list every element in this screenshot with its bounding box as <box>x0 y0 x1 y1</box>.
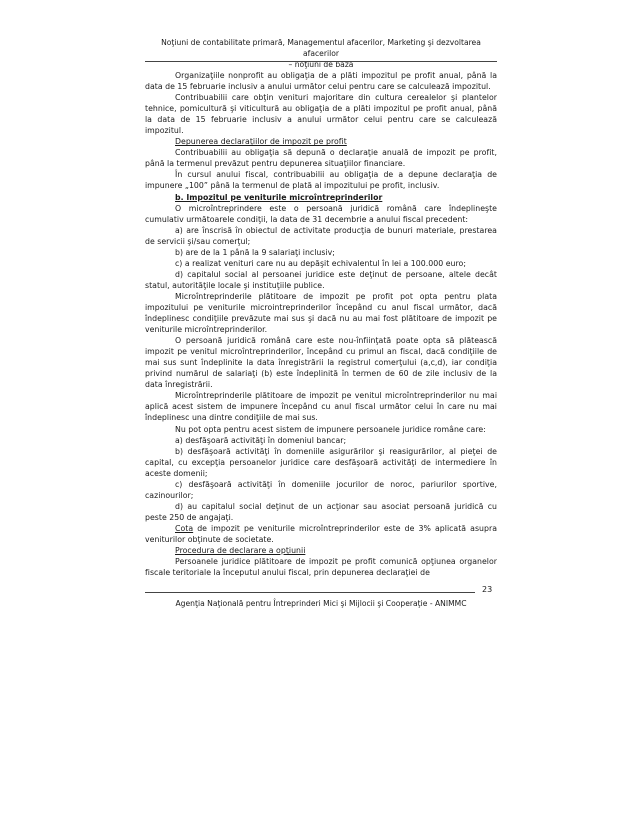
running-footer: Agenţia Naţională pentru Întreprinderi Mici şi Mijlocii şi Cooperaţie - ANIMMC <box>175 599 467 608</box>
paragraph: O persoană juridică română care este nou-înfiinţată poate opta să plătească impozit pe venitul microîntreprinderilor, începând cu primul an fiscal, dacă condiţiile de mai sus sunt îndeplinite la data înregistrării la registrul comerţului (a,c,d), iar condiţia privind numărul de salariaţi (b) este îndeplinită în termen de 60 de zile inclusiv de la data înregistrării. <box>145 336 497 390</box>
list-item: c) a realizat venituri care nu au depăşit echivalentul în lei a 100.000 euro; <box>175 258 466 268</box>
paragraph: Contribuabilii care obţin venituri majoritare din cultura cerealelor şi plantelor tehnice, pomicultură şi viticultură au obligaţia de a plăti impozitul pe profit anual, până la data de 15 februarie inclusiv a anului următor celui pentru care se calculează impozitul. <box>145 93 497 136</box>
paragraph: Organizaţiile nonprofit au obligaţia de a plăti impozitul pe profit anual, până la data de 15 februarie inclusiv a anului următor celui pentru care se calculează impozitul. <box>145 71 497 92</box>
list-item: a) desfăşoară activităţi în domeniul bancar; <box>175 435 347 445</box>
header-divider <box>145 61 497 62</box>
section-heading: Depunerea declaraţiilor de impozit pe profit <box>175 137 347 147</box>
list-item: b) desfăşoară activităţi în domeniile asigurărilor şi reasigurărilor, al pieţei de capital, cu excepţia persoanelor juridice care desfăşoară activităţi de intermediere în aceste domenii; <box>145 446 497 478</box>
page-number: 23 <box>482 585 493 594</box>
paragraph-text: de impozit pe veniturile microîntreprinderilor este de 3% aplicată asupra veniturilor obţinute de societate. <box>145 523 497 544</box>
list-item: a) are înscrisă în obiectul de activitate producţia de bunuri materiale, prestarea de servicii şi/sau comerţul; <box>145 225 497 246</box>
underlined-term: Cota <box>175 523 194 533</box>
running-header <box>145 37 497 70</box>
paragraph: Nu pot opta pentru acest sistem de impunere persoanele juridice române care: <box>175 424 486 434</box>
section-heading: Procedura de declarare a opţiunii <box>175 546 306 556</box>
list-item: d) au capitalul social deţinut de un acţionar sau asociat persoană juridică cu peste 250 de angajaţi. <box>145 501 497 522</box>
list-item: d) capitalul social al persoanei juridice este deţinut de persoane, altele decât statul, autorităţile locale şi instituţiile publice. <box>145 269 497 290</box>
paragraph: Persoanele juridice plătitoare de impozit pe profit comunică opţiunea organelor fiscale teritoriale la începutul anului fiscal, prin depunerea declaraţiei de <box>145 557 497 578</box>
list-item: c) desfăşoară activităţi în domeniile jocurilor de noroc, pariurilor sportive, cazinourilor; <box>145 479 497 500</box>
header-line-2: – noţiuni de bază <box>288 60 354 69</box>
paragraph <box>145 523 497 545</box>
section-heading: b. Impozitul pe veniturile microîntreprinderilor <box>175 192 383 202</box>
paragraph: Microîntreprinderile plătitoare de impozit pe profit pot opta pentru plata impozitului pe veniturile microintreprinderilor începând cu anul fiscal următor, dacă îndeplinesc condiţiile prevăzute mai sus şi dacă nu au mai fost plătitoare de impozit pe veniturile microîntreprinderilor. <box>145 291 497 335</box>
footer-divider <box>145 592 475 593</box>
paragraph: În cursul anului fiscal, contribuabilii au obligaţia de a depune declaraţia de impunere „100” până la termenul de plată al impozitului pe profit, inclusiv. <box>145 170 497 191</box>
header-line-1: Noţiuni de contabilitate primară, Managementul afacerilor, Marketing şi dezvoltarea afacerilor <box>161 38 481 58</box>
paragraph: Contribuabilii au obligaţia să depună o declaraţie anuală de impozit pe profit, până la termenul prevăzut pentru depunerea situaţiilor financiare. <box>145 148 497 169</box>
body-text <box>145 70 497 578</box>
paragraph: Microîntreprinderile plătitoare de impozit pe venitul microîntreprinderilor nu mai aplică acest sistem de impunere începând cu anul fiscal următor celui în care nu mai îndeplinesc una dintre condiţiile de mai sus. <box>145 391 497 423</box>
list-item: b) are de la 1 până la 9 salariaţi inclusiv; <box>175 247 335 257</box>
paragraph: O microîntreprindere este o persoană juridică română care îndeplineşte cumulativ următoarele condiţii, la data de 31 decembrie a anului fiscal precedent: <box>145 203 497 224</box>
